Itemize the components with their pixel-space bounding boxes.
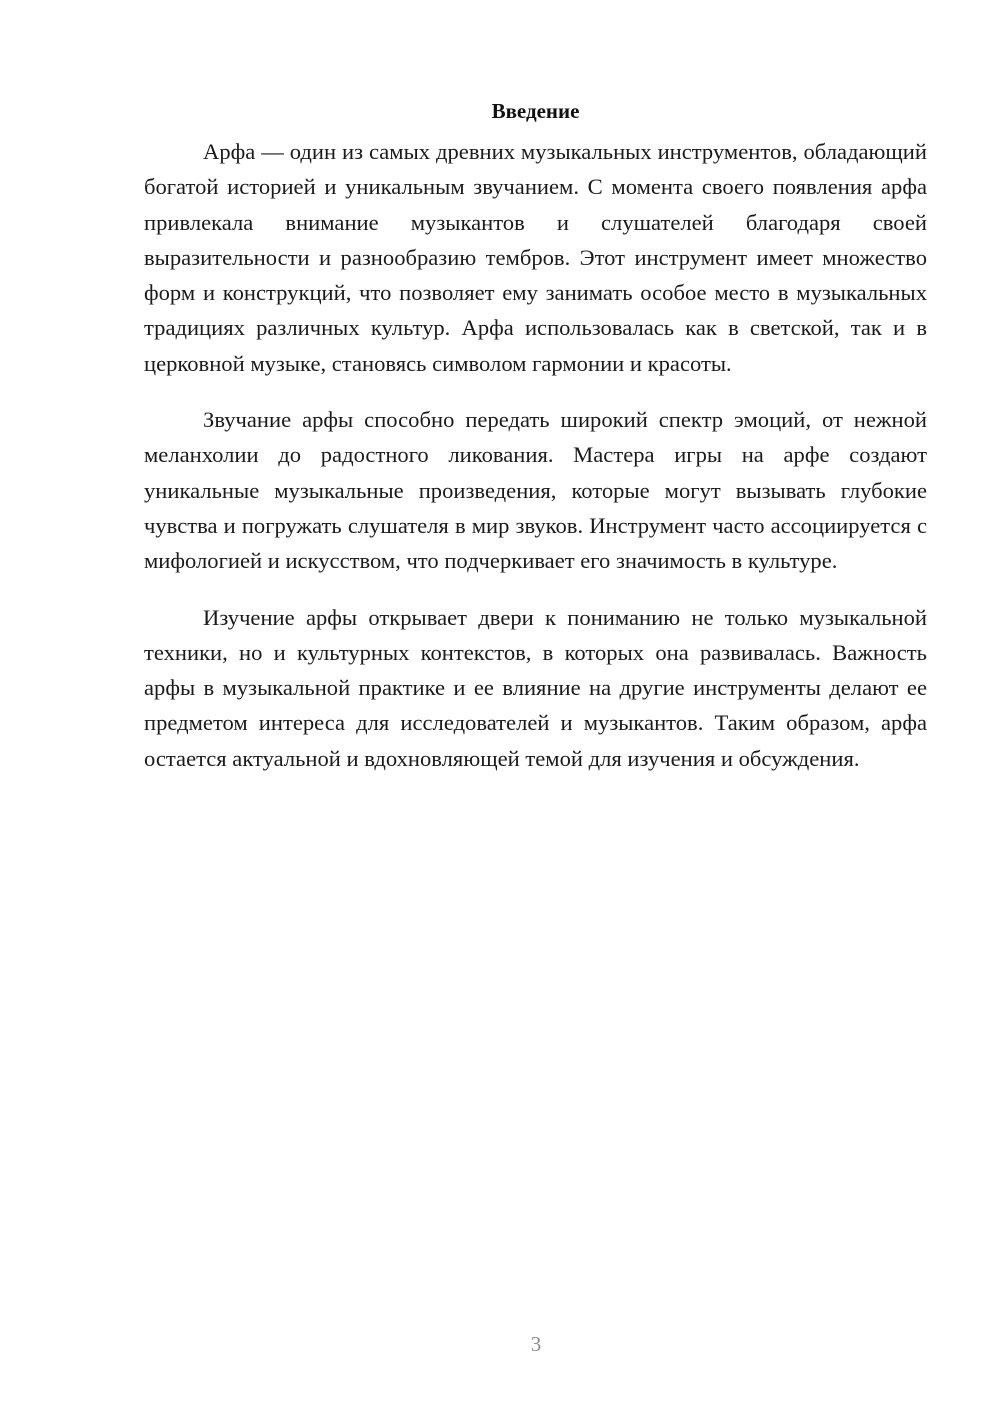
paragraph-1: Арфа — один из самых древних музыкальных инструментов, обладающий богатой историей и уникальным звучанием. С момента своего появления арфа привлекала внимание музыкантов и слушателей благодаря своей выразительности и разнообразию тембров. Этот инструмент имеет множество форм и конструкций, что позволяет ему занимать особое место в музыкальных традициях различных культур. Арфа использовалась как в светской, так и в церковной музыке, становясь символом гармонии и красоты. — [144, 139, 927, 376]
page-number: 3 — [530, 1332, 542, 1356]
paragraph-2: Звучание арфы способно передать широкий спектр эмоций, от нежной меланхолии до радостного ликования. Мастера игры на арфе создают уникальные музыкальные произведения, которые могут вызывать глубокие чувства и погружать слушателя в мир звуков. Инструмент часто ассоциируется с мифологией и искусством, что подчеркивает его значимость в культуре. — [144, 407, 927, 574]
paragraph-3: Изучение арфы открывает двери к пониманию не только музыкальной техники, но и культурных контекстов, в которых она развивалась. Важность арфы в музыкальной практике и ее влияние на другие инструменты делают ее предметом интереса для исследователей и музыкантов. Таким образом, арфа остается актуальной и вдохновляющей темой для изучения и обсуждения. — [144, 604, 927, 771]
page-content — [144, 96, 927, 797]
section-title: Введение — [491, 99, 580, 123]
